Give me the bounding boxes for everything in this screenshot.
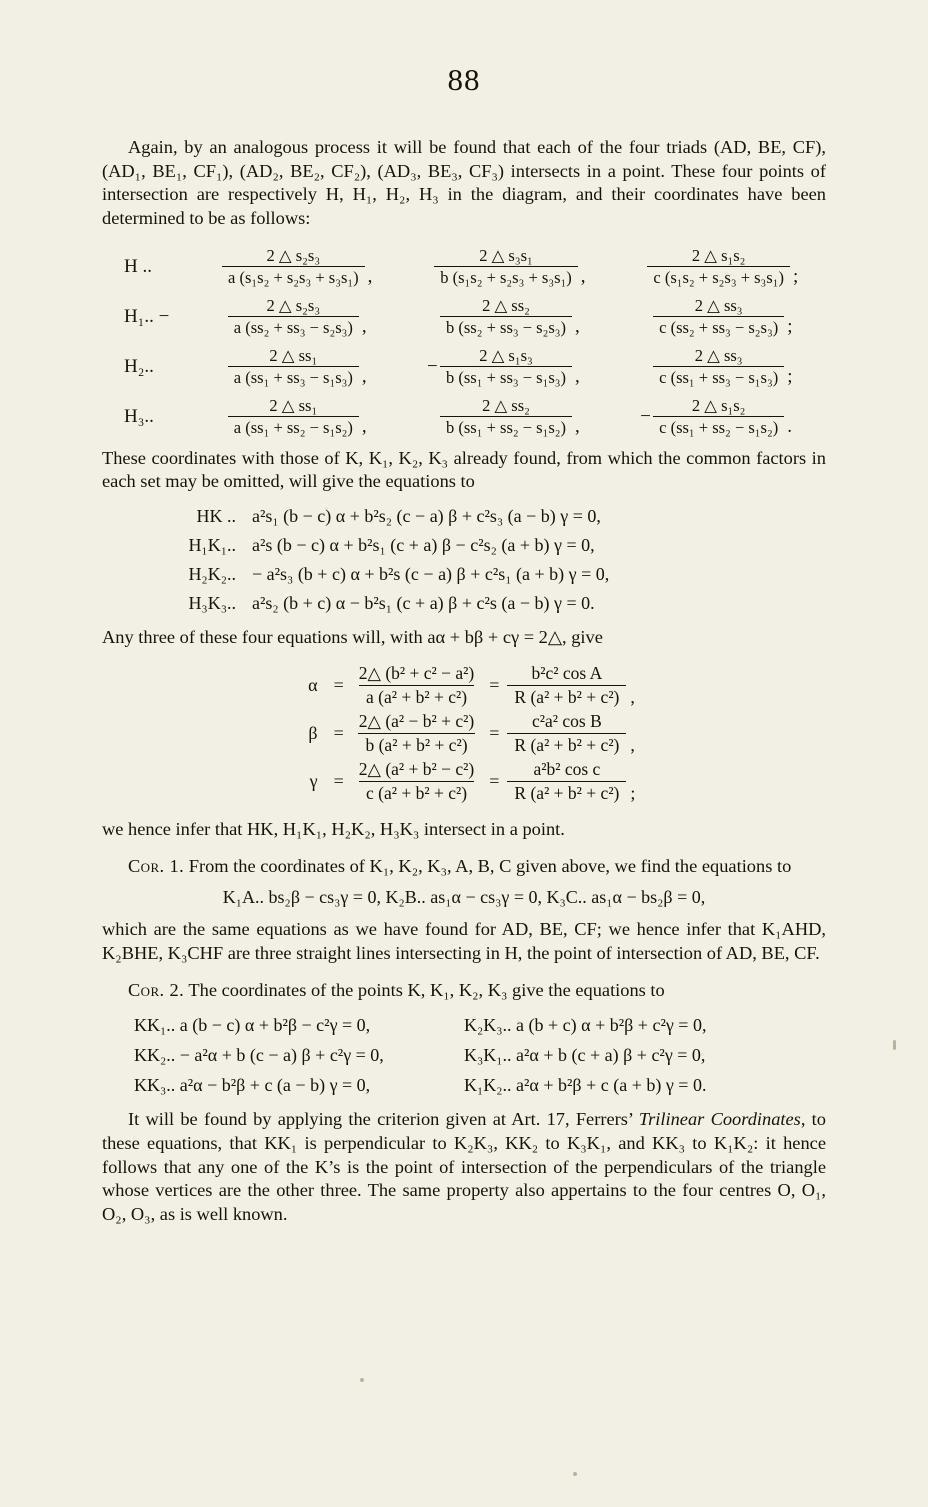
fraction <box>507 664 626 708</box>
equation-tag: H₁K₁.. <box>188 535 236 556</box>
cor2-label: Cor. 2. <box>128 980 185 1001</box>
fraction <box>440 397 572 438</box>
denominator: R (a² + b² + c²) <box>507 733 626 756</box>
denominator: a (s₁s₂ + s₂s₃ + s₃s₁) <box>222 266 365 287</box>
equation-body: − a²s₃ (b + c) α + b²s (c − a) β + c²s₁ (a + b) γ = 0, <box>252 564 610 585</box>
denominator: b (ss₁ + ss₂ − s₁s₂) <box>440 416 572 437</box>
punctuation: , <box>575 315 580 337</box>
punctuation: ; <box>630 782 636 803</box>
equation-row <box>282 664 647 708</box>
coordinate-row-label: H .. <box>124 256 152 278</box>
punctuation: , <box>630 734 635 755</box>
closing-text-a: It will be found by applying the criterion given at Art. 17, Ferrers’ <box>128 1109 639 1130</box>
equation-tag: H₂K₂.. <box>188 564 236 585</box>
equation-row <box>282 712 647 756</box>
numerator: 2 △ s₃s₁ <box>479 245 533 265</box>
numerator: 2 △ s₁s₃ <box>479 345 533 365</box>
equals-sign: = <box>333 675 344 696</box>
equals-sign: = <box>333 771 344 792</box>
numerator: 2 △ s₁s₂ <box>691 395 746 415</box>
coordinate-row <box>102 247 826 288</box>
h-coordinates-block <box>102 247 826 438</box>
symbol: γ <box>309 771 318 792</box>
coordinate-cell <box>613 247 826 288</box>
alpha-beta-gamma-block <box>102 664 826 808</box>
equals-sign: = <box>489 675 500 696</box>
fraction <box>507 760 626 804</box>
numerator: 2 △ ss₃ <box>694 295 743 315</box>
page-number: 88 <box>447 62 481 97</box>
fraction <box>653 347 784 388</box>
coordinate-row <box>102 397 826 438</box>
punctuation: , <box>367 265 373 287</box>
equation-row <box>102 1075 826 1096</box>
sign: − <box>640 406 651 428</box>
numerator: 2 △ s₂s₃ <box>266 295 321 315</box>
denominator: R (a² + b² + c²) <box>507 685 626 708</box>
denominator: c (ss₁ + ss₂ − s₁s₂) <box>653 416 784 437</box>
coordinate-row-label: H₂.. <box>124 356 154 378</box>
fraction <box>352 760 482 804</box>
paper-speck <box>360 1378 364 1382</box>
fraction <box>653 297 784 338</box>
equation-right: K₃K₁.. a²α + b (c + a) β + c²γ = 0, <box>464 1045 706 1066</box>
fraction <box>434 247 578 288</box>
fraction <box>507 712 626 756</box>
denominator: b (ss₁ + ss₃ − s₁s₃) <box>440 366 572 387</box>
equation-body: a²s₁ (b − c) α + b²s₂ (c − a) β + c²s₃ (a − b) γ = 0, <box>252 506 601 527</box>
equation-right: K₂K₃.. a (b + c) α + b²β + c²γ = 0, <box>464 1015 707 1036</box>
coordinate-cell <box>401 297 614 338</box>
denominator: a (ss₁ + ss₂ − s₁s₂) <box>228 416 359 437</box>
coordinate-cell <box>401 397 614 438</box>
numerator: a²b² cos c <box>533 758 601 779</box>
numerator: 2 △ ss₁ <box>269 395 318 415</box>
closing-text-b: , to these equations, that KK₁ is perpendicular to K₂K₃, KK₂ to K₃K₁, and KK₃ to K₁K₂: it hence follows that any one of the K’s is the point of intersection of the perpendiculars of the triangle whose vertices are the other three. The same property also appertains to the four centres O, O₁, O₂, O₃, as is well known. <box>102 1109 826 1225</box>
fraction <box>352 712 482 756</box>
denominator: c (ss₁ + ss₃ − s₁s₃) <box>653 366 784 387</box>
equation-line <box>102 564 826 585</box>
numerator: 2 △ ss₃ <box>694 345 743 365</box>
coordinate-row-label: H₃.. <box>124 406 154 428</box>
coordinate-row <box>102 347 826 388</box>
equals-sign: = <box>489 771 500 792</box>
numerator: b²c² cos A <box>531 662 603 683</box>
paragraph-cor2 <box>102 979 826 1003</box>
paragraph-any-three: Any three of these four equations will, with aα + bβ + cγ = 2△, give <box>102 627 603 648</box>
coordinate-row <box>102 297 826 338</box>
numerator: 2△ (a² + b² − c²) <box>358 758 475 779</box>
equation-body: a²s (b − c) α + b²s₁ (c + a) β − c²s₂ (a + b) γ = 0, <box>252 535 595 556</box>
equals-sign: = <box>333 723 344 744</box>
punctuation: , <box>361 315 367 337</box>
punctuation: ; <box>792 265 799 287</box>
paper-speck <box>893 1040 896 1050</box>
numerator: 2 △ s₁s₂ <box>691 245 746 265</box>
denominator: b (s₁s₂ + s₂s₃ + s₃s₁) <box>434 266 578 287</box>
equation-tag: HK .. <box>196 506 236 527</box>
cor1-text: From the coordinates of K₁, K₂, K₃, A, B, C given above, we find the equations to <box>188 856 792 877</box>
punctuation: ; <box>787 315 793 337</box>
denominator: b (a² + b² + c²) <box>358 733 474 756</box>
equation-body: a²s₂ (b + c) α − b²s₁ (c + a) β + c²s (a − b) γ = 0. <box>252 593 595 614</box>
coordinate-cell <box>188 347 401 388</box>
equation-row <box>282 760 647 804</box>
denominator: R (a² + b² + c²) <box>507 781 626 804</box>
denominator: a (ss₁ + ss₃ − s₁s₃) <box>228 366 359 387</box>
numerator: 2△ (b² + c² − a²) <box>358 662 475 683</box>
paragraph-infer: we hence infer that HK, H₁K₁, H₂K₂, H₃K₃ intersect in a point. <box>102 818 565 839</box>
paper-speck <box>573 1472 577 1476</box>
page-body <box>102 136 826 1227</box>
punctuation: , <box>630 686 635 707</box>
cor1-equations: K₁A.. bs₂β − cs₃γ = 0, K₂B.. as₁α − cs₃γ = 0, K₃C.. as₁α − bs₂β = 0, <box>222 886 706 907</box>
symbol: β <box>308 723 318 744</box>
coordinate-cell <box>613 297 826 338</box>
numerator: 2 △ ss₁ <box>269 345 318 365</box>
numerator: c²a² cos B <box>532 710 602 731</box>
equation-left: KK₁.. a (b − c) α + b²β − c²γ = 0, <box>134 1015 371 1036</box>
fraction <box>647 247 790 288</box>
kk-equation-list <box>102 1015 826 1096</box>
fraction <box>222 247 365 288</box>
fraction <box>440 297 572 338</box>
numerator: 2△ (a² − b² + c²) <box>358 710 475 731</box>
fraction <box>228 297 359 338</box>
coordinate-cell <box>613 397 826 438</box>
denominator: a (a² + b² + c²) <box>359 685 474 708</box>
coordinate-cell <box>188 297 401 338</box>
numerator: 2 △ s₂s₃ <box>266 245 321 265</box>
denominator: b (ss₂ + ss₃ − s₂s₃) <box>440 316 572 337</box>
fraction <box>352 664 482 708</box>
fraction <box>440 347 572 388</box>
paragraph-cor1-note: which are the same equations as we have found for AD, BE, CF; we hence infer that K₁AHD, K₂BHE, K₃CHF are three straight lines intersecting in H, the point of intersection of AD, BE, CF. <box>102 918 826 963</box>
equation-left: KK₃.. a²α − b²β + c (a − b) γ = 0, <box>134 1075 371 1096</box>
denominator: a (ss₂ + ss₃ − s₂s₃) <box>228 316 359 337</box>
book-title: Trilinear Coordinates <box>638 1109 801 1130</box>
denominator: c (a² + b² + c²) <box>359 781 474 804</box>
equation-tag: H₃K₃.. <box>188 593 236 614</box>
equation-line <box>102 535 826 556</box>
fraction <box>228 347 359 388</box>
punctuation: , <box>361 415 367 437</box>
punctuation: , <box>575 415 580 437</box>
sign: − <box>427 356 438 378</box>
punctuation: ; <box>787 365 793 387</box>
paragraph-closing <box>102 1108 826 1227</box>
punctuation: . <box>787 415 792 437</box>
symbol: α <box>308 675 318 696</box>
fraction <box>653 397 784 438</box>
equation-right: K₁K₂.. a²α + b²β + c (a + b) γ = 0. <box>464 1075 707 1096</box>
fraction <box>228 397 359 438</box>
coordinate-cell <box>613 347 826 388</box>
equation-row <box>102 1045 826 1066</box>
cor1-label: Cor. 1. <box>128 856 185 877</box>
hk-equation-list <box>102 506 826 614</box>
denominator: c (ss₂ + ss₃ − s₂s₃) <box>653 316 784 337</box>
numerator: 2 △ ss₂ <box>482 395 530 415</box>
punctuation: , <box>361 365 367 387</box>
equation-line <box>102 593 826 614</box>
denominator: c (s₁s₂ + s₂s₃ + s₃s₁) <box>647 266 790 287</box>
numerator: 2 △ ss₂ <box>482 295 530 315</box>
paragraph-coordinates-note: These coordinates with those of K, K₁, K₂, K₃ already found, from which the common factors in each set may be omitted, will give the equations to <box>102 447 826 492</box>
coordinate-cell <box>401 347 614 388</box>
paragraph-cor1 <box>102 855 826 879</box>
cor2-text: The coordinates of the points K, K₁, K₂, K₃ give the equations to <box>188 980 665 1001</box>
coordinate-cell <box>188 247 401 288</box>
equation-left: KK₂.. − a²α + b (c − a) β + c²γ = 0, <box>134 1045 384 1066</box>
coordinate-cell <box>401 247 614 288</box>
paragraph-intro: Again, by an analogous process it will be found that each of the four triads (AD, BE, CF), (AD₁, BE₁, CF₁), (AD₂, BE₂, CF₂), (AD₃, BE₃, CF₃) intersects in a point. These four points of intersection are respectively H, H₁, H₂, H₃ in the diagram, and their coordinates have been determined to be as follows: <box>102 137 826 229</box>
coordinate-cell <box>188 397 401 438</box>
equation-row <box>102 1015 826 1036</box>
punctuation: , <box>575 365 580 387</box>
punctuation: , <box>580 265 586 287</box>
coordinate-row-label: H₁.. − <box>124 306 170 328</box>
equation-line <box>102 506 826 527</box>
equals-sign: = <box>489 723 500 744</box>
